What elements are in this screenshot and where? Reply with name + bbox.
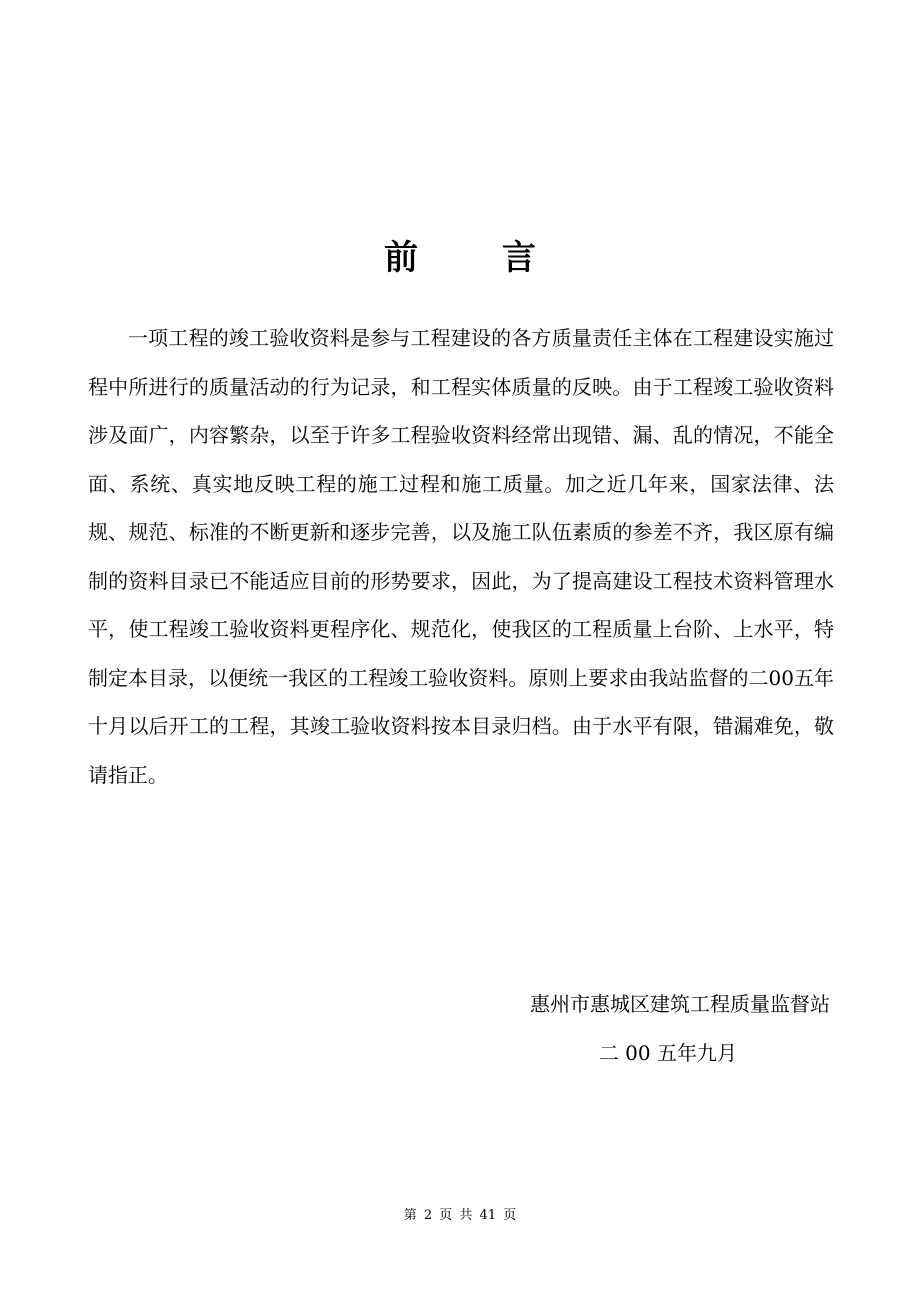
page-title: 前 言 <box>384 238 572 278</box>
signature-date: 二 00 五年九月 <box>598 1041 737 1065</box>
signature-organization: 惠州市惠城区建筑工程质量监督站 <box>530 992 830 1016</box>
page-number: 第 2 页 共 41 页 <box>403 1208 517 1223</box>
preface-paragraph: 一项工程的竣工验收资料是参与工程建设的各方质量责任主体在工程建设实施过程中所进行的质量活动的行为记录，和工程实体质量的反映。由于工程竣工验收资料涉及面广，内容繁杂，以至于许多工程验收资料经常出现错、漏、乱的情况，不能全面、系统、真实地反映工程的施工过程和施工质量。加之近几年来，国家法律、法规、规范、标准的不断更新和逐步完善，以及施工队伍素质的参差不齐，我区原有编制的资料目录已不能适应目前的形势要求，因此，为了提高建设工程技术资料管理水平，使工程竣工验收资料更程序化、规范化，使我区的工程质量上台阶、上水平，特制定本目录，以便统一我区的工程竣工验收资料。原则上要求由我站监督的二00五年十月以后开工的工程，其竣工验收资料按本目录归档。由于水平有限，错漏难免，敬请指正。 <box>88 326 834 787</box>
